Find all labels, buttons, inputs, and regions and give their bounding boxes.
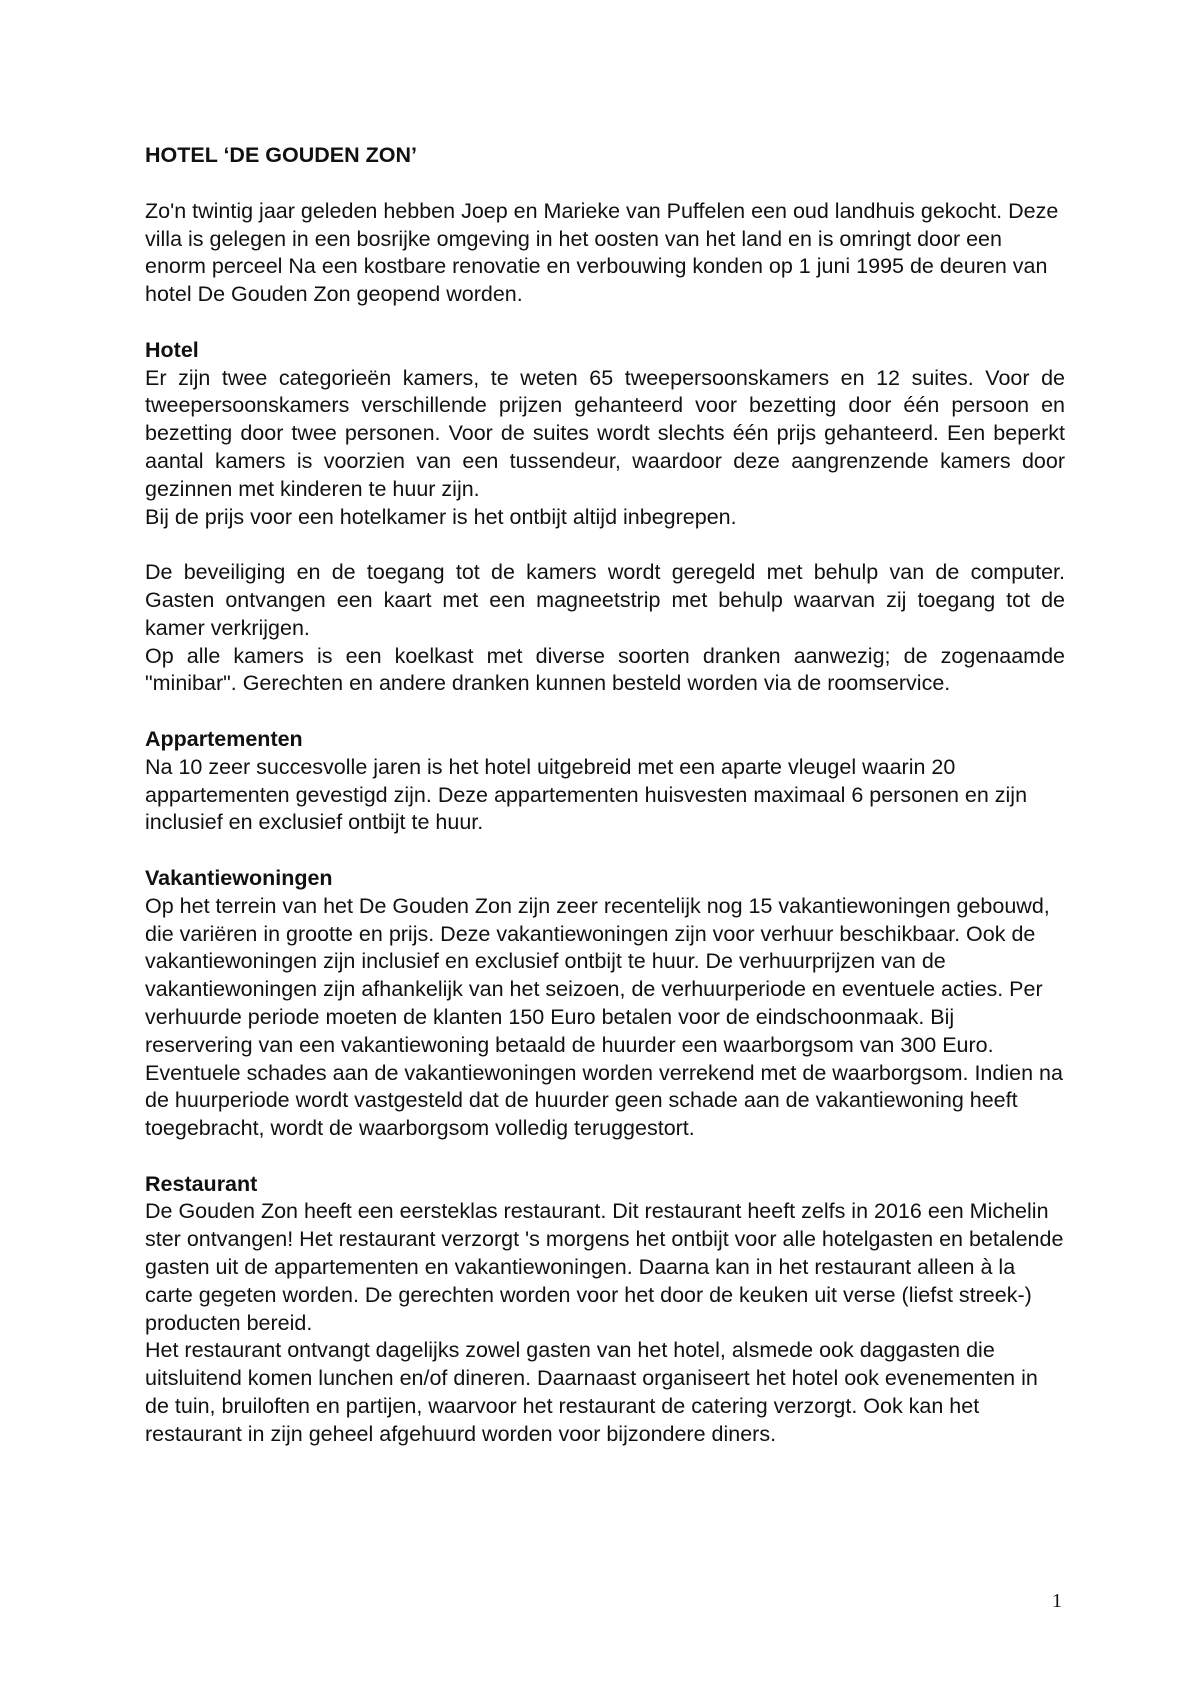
document-body	[145, 142, 1065, 1449]
spacer	[145, 698, 1065, 726]
section-hotel	[145, 337, 1065, 698]
section-heading-vakantiewoningen: Vakantiewoningen	[145, 865, 333, 890]
vakantiewoningen-paragraph: Op het terrein van het De Gouden Zon zijn zeer recentelijk nog 15 vakantiewoningen gebouwd, die variëren in grootte en prijs. Deze vakantiewoningen zijn voor verhuur beschikbaar. Ook de vakantiewoningen zijn inclusief en exclusief ontbijt te huur. De verhuurprijzen van de vakantiewoningen zijn afhankelijk van het seizoen, de verhuurperiode en eventuele acties. Per verhuurde periode moeten de klanten 150 Euro betalen voor de eindschoonmaak. Bij reservering van een vakantiewoning betaald de huurder een waarborgsom van 300 Euro. Eventuele schades aan de vakantiewoningen worden verrekend met de waarborgsom. Indien na de huurperiode wordt vastgesteld dat de huurder geen schade aan de vakantiewoning heeft toegebracht, wordt de waarborgsom volledig teruggestort.	[145, 893, 1063, 1141]
restaurant-paragraph-intro: De Gouden Zon heeft een eersteklas restaurant. Dit restaurant heeft zelfs in 2016 een Michelin ster ontvangen! Het restaurant verzorgt 's morgens het ontbijt voor alle hotelgasten en betalende gasten uit de appartementen en vakantiewoningen. Daarna kan in het restaurant alleen à la carte gegeten worden. De gerechten worden voor het door de keuken uit verse (liefst streek-) producten bereid.	[145, 1199, 1064, 1335]
hotel-paragraph-breakfast: Bij de prijs voor een hotelkamer is het ontbijt altijd inbegrepen.	[145, 504, 737, 529]
spacer	[145, 1143, 1065, 1171]
spacer	[145, 837, 1065, 865]
spacer	[145, 531, 1065, 559]
hotel-paragraph-rooms: Er zijn twee categorieën kamers, te weten 65 tweepersoonskamers en 12 suites. Voor de tweepersoonskamers verschillende prijzen gehanteerd voor bezetting door één persoon en bezetting door twee personen. Voor de suites wordt slechts één prijs gehanteerd. Een beperkt aantal kamers is voorzien van een tussendeur, waardoor deze aangrenzende kamers door gezinnen met kinderen te huur zijn.	[145, 365, 1065, 501]
hotel-paragraph-minibar: Op alle kamers is een koelkast met diverse soorten dranken aanwezig; de zogenaamde "minibar". Gerechten en andere dranken kunnen besteld worden via de roomservice.	[145, 643, 1065, 696]
section-heading-restaurant: Restaurant	[145, 1171, 258, 1196]
section-heading-hotel: Hotel	[145, 337, 199, 362]
page-number: 1	[1052, 1590, 1062, 1612]
intro-paragraph: Zo'n twintig jaar geleden hebben Joep en Marieke van Puffelen een oud landhuis gekocht. Deze villa is gelegen in een bosrijke omgeving in het oosten van het land en is omringt door een enorm perceel Na een kostbare renovatie en verbouwing konden op 1 juni 1995 de deuren van hotel De Gouden Zon geopend worden.	[145, 198, 1059, 307]
hotel-paragraph-security: De beveiliging en de toegang tot de kamers wordt geregeld met behulp van de computer. Gasten ontvangen een kaart met een magneetstrip met behulp waarvan zij toegang tot de kamer verkrijgen.	[145, 560, 1065, 640]
appartementen-paragraph: Na 10 zeer succesvolle jaren is het hotel uitgebreid met een aparte vleugel waarin 20 appartementen gevestigd zijn. Deze appartementen huisvesten maximaal 6 personen en zijn inclusief en exclusief ontbijt te huur.	[145, 754, 1028, 835]
section-restaurant	[145, 1171, 1065, 1449]
section-appartementen	[145, 726, 1065, 837]
document-title: HOTEL ‘DE GOUDEN ZON’	[145, 143, 417, 167]
section-vakantiewoningen	[145, 865, 1065, 1143]
section-heading-appartementen: Appartementen	[145, 726, 303, 751]
restaurant-paragraph-guests: Het restaurant ontvangt dagelijks zowel gasten van het hotel, alsmede ook daggasten die uitsluitend komen lunchen en/of dineren. Daarnaast organiseert het hotel ook evenementen in de tuin, bruiloften en partijen, waarvoor het restaurant de catering verzorgt. Ook kan het restaurant in zijn geheel afgehuurd worden voor bijzondere diners.	[145, 1338, 1038, 1446]
spacer	[145, 309, 1065, 337]
